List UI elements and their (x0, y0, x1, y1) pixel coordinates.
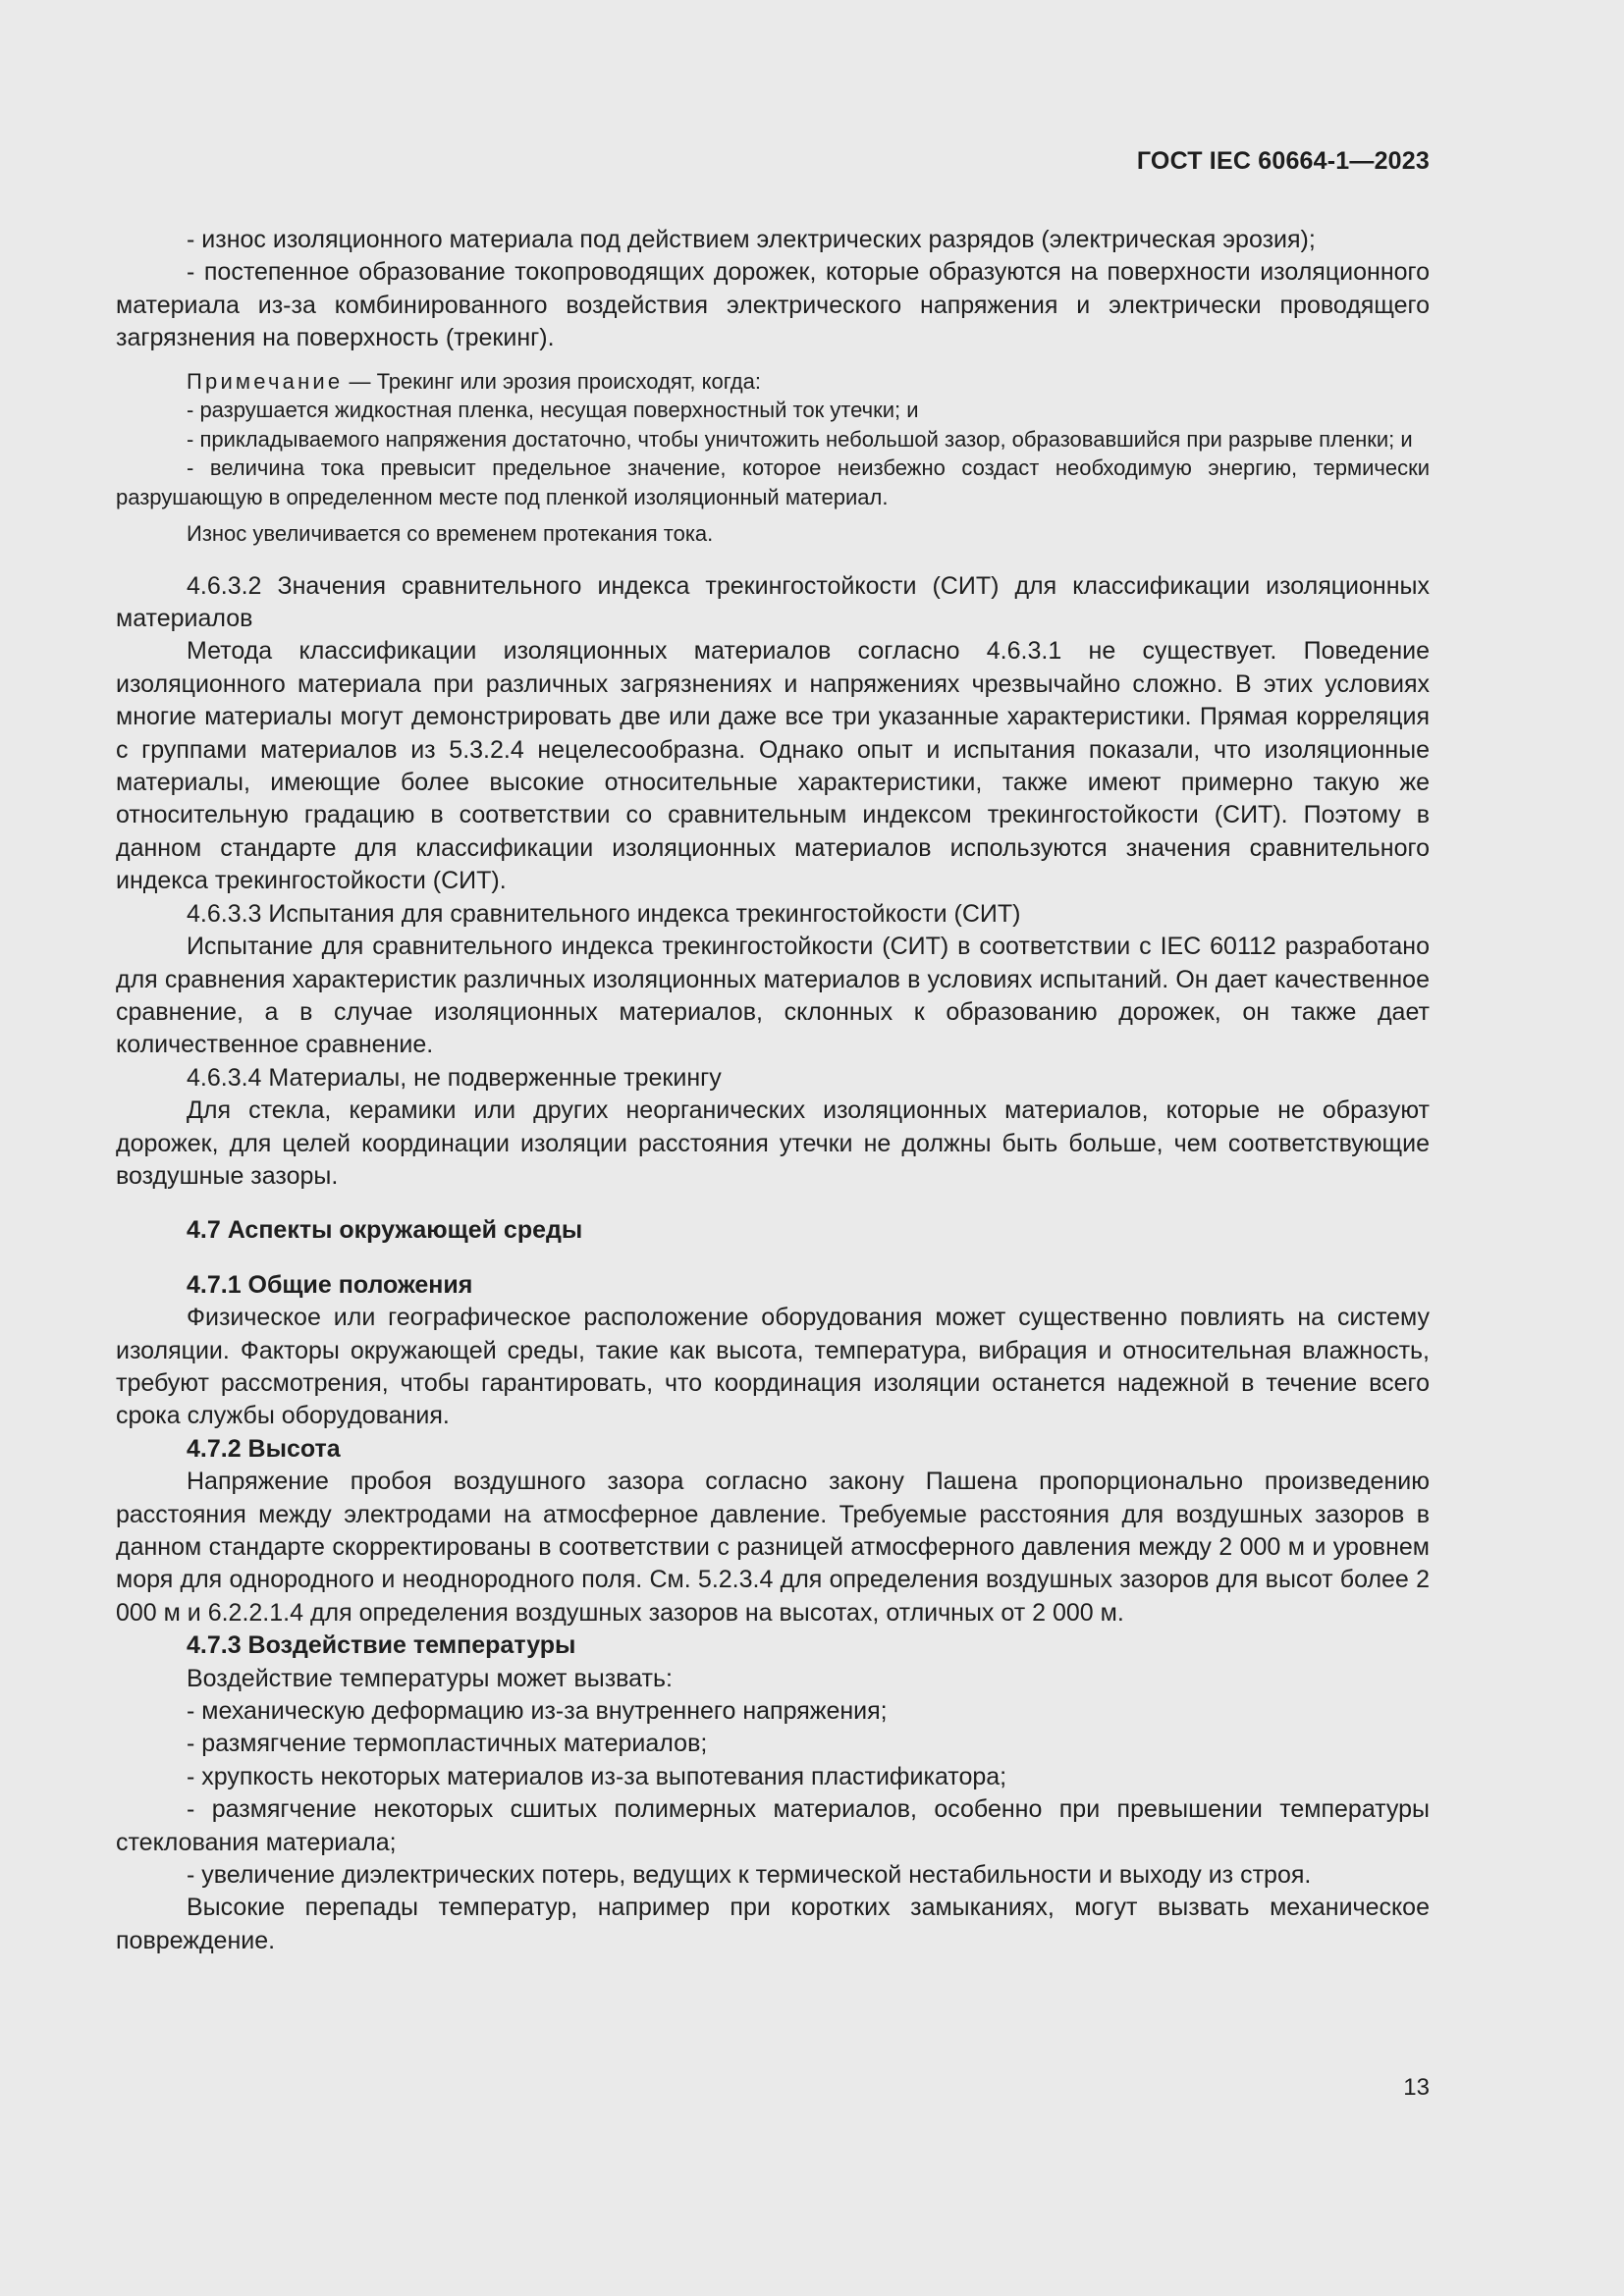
note-item: - разрушается жидкостная пленка, несущая поверхностный ток утечки; и (187, 398, 919, 423)
section-4-7-3-intro: Воздействие температуры может вызвать: (187, 1664, 673, 1692)
section-4-6-3-4-body: Для стекла, керамики или других неорганических изоляционных материалов, которые не образуют дорожек, для целей координации изоляции расстояния утечки не должны быть больше, чем соответствующие воздушные зазоры. (116, 1096, 1430, 1190)
list-item: - увеличение диэлектрических потерь, ведущих к термической нестабильности и выходу из строя. (187, 1861, 1312, 1890)
section-4-7-2-heading: 4.7.2 Высота (187, 1434, 341, 1463)
note-item: - величина тока превысит предельное значение, которое неизбежно создаст необходимую энергию, термически разрушающую в определенном месте под пленкой изоляционный материал. (116, 455, 1430, 509)
note-item: - прикладываемого напряжения достаточно, чтобы уничтожить небольшой зазор, образовавшийся при разрыве пленки; и (187, 426, 1413, 452)
section-4-6-3-2-body: Метода классификации изоляционных материалов согласно 4.6.3.1 не существует. Поведение изоляционного материала при различных загрязнениях и напряжениях чрезвычайно сложно. В этих условиях многие материалы могут демонстрировать две или даже все три указанные характеристики. Прямая корреляция с группами материалов из 5.3.2.4 нецелесообразна. Однако опыт и испытания показали, что изоляционные материалы, имеющие более высокие относительные характеристики, также имеют примерно такую же относительную градацию в соответствии со сравнительным индексом трекингостойкости (СИТ). Поэтому в данном стандарте для классификации изоляционных материалов используются значения сравнительного индекса трекингостойкости (СИТ). (116, 637, 1430, 895)
note-tail: Износ увеличивается со временем протекания тока. (187, 521, 714, 547)
section-4-6-3-2-title: 4.6.3.2 Значения сравнительного индекса трекингостойкости (СИТ) для классификации изоляционных материалов (116, 571, 1430, 633)
note-intro (116, 367, 1430, 397)
section-4-6-3-4-title: 4.6.3.4 Материалы, не подверженные трекингу (187, 1063, 722, 1092)
section-4-7-1-heading: 4.7.1 Общие положения (187, 1270, 473, 1299)
section-4-6-3-3-body: Испытание для сравнительного индекса трекингостойкости (СИТ) в соответствии с IEC 60112 разработано для сравнения характеристик различных изоляционных материалов в условиях испытаний. Он дает качественное сравнение, а в случае изоляционных материалов, склонных к образованию дорожек, он также дает количественное сравнение. (116, 933, 1430, 1059)
list-item: - механическую деформацию из-за внутреннего напряжения; (187, 1697, 888, 1726)
page-content (116, 224, 1430, 1957)
note-intro-text: — Трекинг или эрозия происходят, когда: (343, 368, 761, 394)
list-item: - размягчение термопластичных материалов; (187, 1730, 708, 1758)
list-item: - постепенное образование токопроводящих дорожек, которые образуются на поверхности изоляционного материала из-за комбинированного воздействия электрического напряжения и электрически проводящего загрязнения на поверхность (трекинг). (116, 258, 1430, 352)
section-4-6-3-3-title: 4.6.3.3 Испытания для сравнительного индекса трекингостойкости (СИТ) (187, 899, 1021, 928)
section-4-7-1-body: Физическое или географическое расположение оборудования может существенно повлиять на систему изоляции. Факторы окружающей среды, такие как высота, температура, вибрация и относительная влажность, требуют рассмотрения, чтобы гарантировать, что координация изоляции останется надежной в течение всего срока службы оборудования. (116, 1304, 1430, 1430)
section-4-7-3-heading: 4.7.3 Воздействие температуры (187, 1631, 576, 1660)
section-4-7-3-outro: Высокие перепады температур, например при коротких замыканиях, могут вызвать механическое повреждение. (116, 1894, 1430, 1954)
list-item: - износ изоляционного материала под действием электрических разрядов (электрическая эрозия); (187, 226, 1316, 253)
section-4-7-heading: 4.7 Аспекты окружающей среды (187, 1216, 583, 1245)
list-item: - хрупкость некоторых материалов из-за выпотевания пластификатора; (187, 1762, 1007, 1790)
note-label: Примечание (187, 368, 344, 394)
note-block (116, 367, 1430, 549)
list-item: - размягчение некоторых сшитых полимерных материалов, особенно при превышении температуры стеклования материала; (116, 1795, 1430, 1856)
document-id-header: ГОСТ IEC 60664-1—2023 (1136, 147, 1430, 175)
section-4-7-2-body: Напряжение пробоя воздушного зазора согласно закону Пашена пропорционально произведению расстояния между электродами на атмосферное давление. Требуемые расстояния для воздушных зазоров в данном стандарте скорректированы в соответствии с разницей атмосферного давления между 2 000 м и уровнем моря для однородного и неоднородного поля. См. 5.2.3.4 для определения воздушных зазоров для высот более 2 000 м и 6.2.2.1.4 для определения воздушных зазоров на высотах, отличных от 2 000 м. (116, 1468, 1430, 1627)
page-number: 13 (1403, 2074, 1430, 2101)
